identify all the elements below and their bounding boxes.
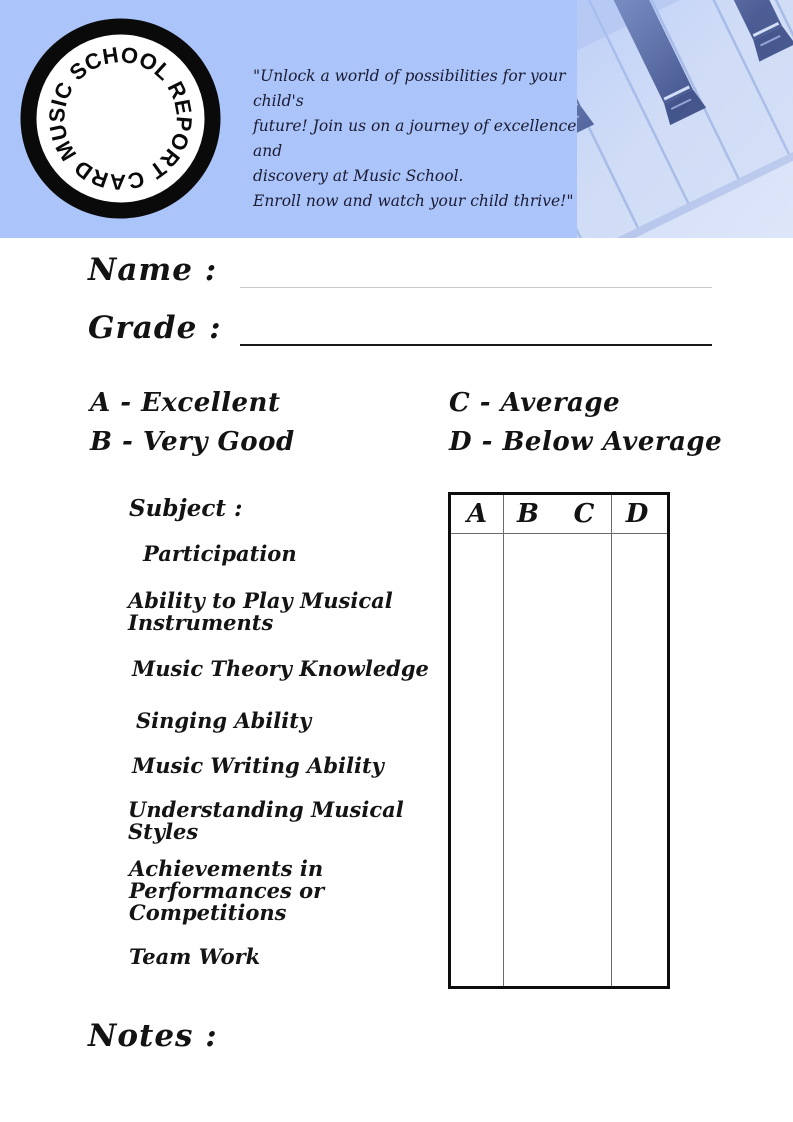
subject-heading: Subject :	[129, 495, 243, 522]
name-fill-line[interactable]	[240, 287, 712, 288]
subject-item-styles: Understanding Musical Styles	[128, 797, 404, 844]
grade-column-header-c: C	[573, 499, 595, 529]
subject-item-participation: Participation	[143, 541, 297, 566]
grade-fill-line[interactable]	[240, 344, 712, 346]
logo-circular-text: MUSIC SCHOOL REPORT CARD	[44, 42, 197, 195]
grade-column-bc-cells[interactable]	[504, 534, 611, 986]
promo-quote: "Unlock a world of possibilities for your child's future! Join us on a journey of excellence and discovery at Music School. Enroll now and watch your child thrive!"	[253, 67, 577, 210]
grade-column-d-cells[interactable]	[612, 534, 667, 986]
subject-item-teamwork: Team Work	[129, 944, 261, 969]
subject-item-achievements: Achievements in Performances or Competitions	[129, 856, 325, 925]
legend-item-d: D - Below Average	[449, 427, 723, 457]
grade-column-header-b: B	[517, 499, 539, 529]
grade-column-header-a: A	[466, 499, 488, 529]
legend-item-b: B - Very Good	[90, 427, 295, 457]
legend-item-a: A - Excellent	[90, 388, 281, 418]
subject-item-instruments: Ability to Play Musical Instruments	[128, 588, 393, 635]
grade-column-a-cells[interactable]	[451, 534, 503, 986]
notes-area[interactable]	[88, 1060, 708, 1110]
subject-item-theory: Music Theory Knowledge	[132, 656, 429, 681]
notes-label: Notes :	[88, 1018, 218, 1054]
piano-keys-image	[577, 0, 793, 238]
name-label: Name :	[88, 252, 218, 288]
music-school-logo	[19, 17, 222, 220]
grade-column-header-d: D	[625, 499, 649, 529]
grade-label: Grade :	[88, 310, 222, 346]
subject-item-writing: Music Writing Ability	[132, 753, 384, 778]
legend-item-c: C - Average	[449, 388, 621, 418]
header-banner	[0, 0, 793, 238]
subject-item-singing: Singing Ability	[136, 708, 312, 733]
grades-table	[448, 492, 670, 989]
